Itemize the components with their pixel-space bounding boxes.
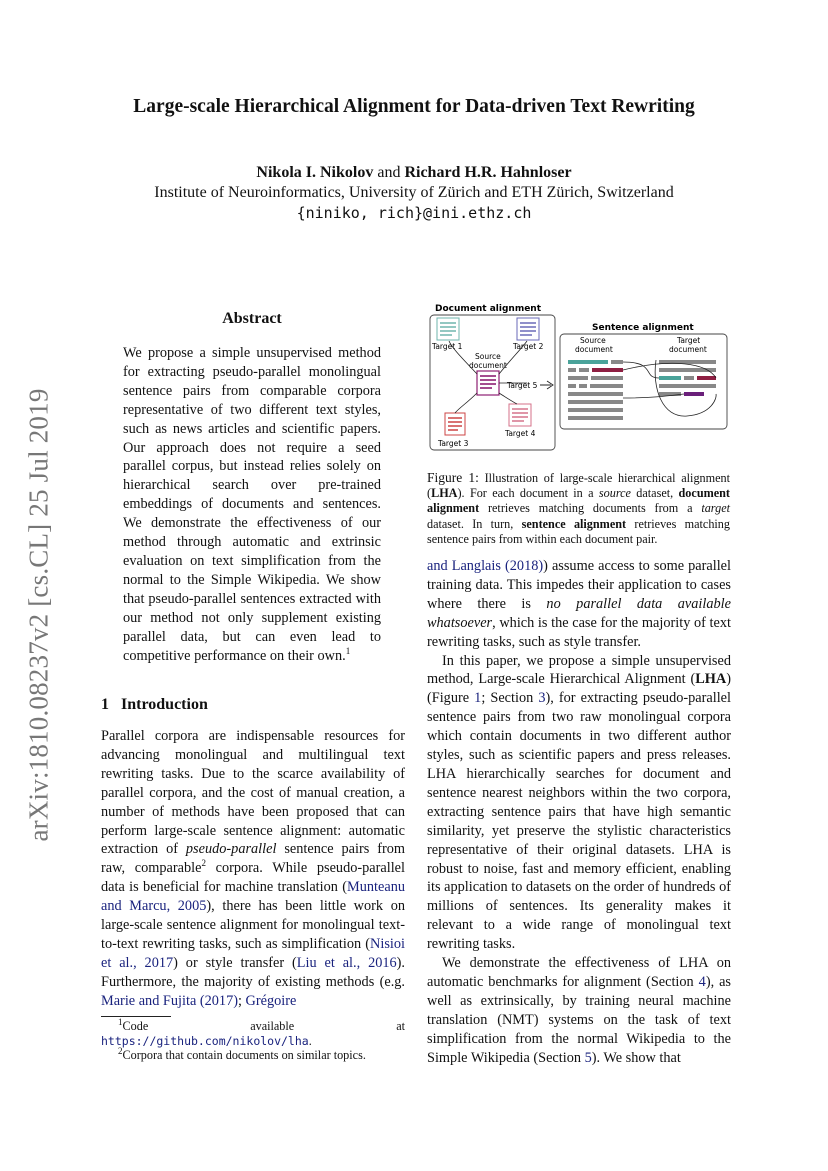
target-1-label: Target 1: [432, 342, 463, 351]
caption-bold: LHA: [431, 486, 458, 501]
intro-text: Parallel corpora are indispensable resources for advancing monolingual and multilingual text rewriting tasks. Due to the scarce availability of parallel corpora, and the cost of manual creation, a number of methods have been proposed that can perform large-scale sentence alignment: automatic extraction of: [101, 728, 405, 858]
abstract-heading: Abstract: [222, 310, 282, 327]
paper-title: Large-scale Hierarchical Alignment for Data-driven Text Rewriting: [133, 96, 695, 117]
section-heading-introduction: 1 Introduction: [101, 696, 208, 713]
caption-text: dataset,: [630, 486, 679, 501]
caption-text: retrieves matching sentence pairs from within each document pair.: [427, 516, 730, 546]
figure-1-caption: [427, 470, 730, 547]
caption-bold: document alignment: [427, 486, 730, 516]
section-ref-link[interactable]: 4: [698, 973, 706, 990]
paragraph-text: ) assume access to some parallel training data. This impedes their application to cases where there is: [427, 558, 731, 612]
footnote-marker: 1: [118, 1016, 123, 1027]
abstract-text: We propose a simple unsupervised method for extracting pseudo-parallel monolingual sentence pairs from comparable corpora representative of two different text styles, such as news articles and scientific papers. Our approach does not require a seed parallel corpus, but instead relies solely on hierarchical search over pre-trained embeddings of documents and sentences. We demonstrate the effectiveness of our method through automatic and extrinsic evaluation on text simplification from the normal to the Simple Wikipedia. We show that pseudo-parallel sentences extracted with our method not only supplement existing parallel data, but can even lead to competitive performance on their own.: [123, 345, 381, 664]
citation-link[interactable]: Marie and Fujita (2017): [101, 992, 238, 1009]
caption-text: ). For each document in a: [457, 486, 599, 501]
paragraph-text: ). We show that: [591, 1049, 681, 1066]
arrow-icon: [540, 381, 553, 389]
source-document-icon: [477, 371, 499, 395]
caption-bold: sentence alignment: [521, 516, 627, 531]
target-document-sentences: [659, 360, 716, 396]
footnote-marker: 2: [201, 858, 206, 869]
author-email: {niniko, rich}@ini.ethz.ch: [296, 204, 532, 222]
paragraph-emphasis: no parallel data available whatsoever: [427, 595, 731, 631]
paragraph: [427, 652, 731, 955]
footnote-text: .: [308, 1034, 312, 1048]
intro-text: ). Furthermore, the majority of existing methods (e.g.: [101, 954, 406, 990]
target-2-document-icon: [517, 318, 539, 340]
source-label-line2: document: [469, 361, 507, 370]
footnote-divider: [101, 1016, 171, 1017]
paragraph-text: ; Section: [481, 690, 539, 707]
target-3-label: Target 3: [438, 439, 469, 448]
arxiv-identifier: arXiv:1810.08237v2 [cs.CL] 25 Jul 2019: [23, 388, 54, 842]
footnote-2: [101, 1045, 405, 1063]
footnote-marker: 1: [345, 645, 351, 656]
caption-text: retrieves matching documents from a: [479, 501, 702, 516]
source-column-label-line2: document: [575, 345, 613, 354]
intro-text: ) or style transfer (: [173, 954, 297, 971]
citation-link[interactable]: Liu et al., 2016: [296, 954, 397, 971]
paragraph-text: ), for extracting pseudo-parallel sentence pairs from two raw monolingual corpora which contain documents in two different author styles, such as scientific papers and press releases. LHA hierarchically searches for document and sentence nearest neighbors within the two corpora, extracting sentence pairs that have high semantic similarity, yet preserve the stylistic characteristics representative of their original datasets. LHA is robust to noise, fast and memory efficient, enabling its application to datasets on the order of hundreds of millions of sentences. Its generality makes it relevant to a wide range of monolingual text rewriting tasks.: [427, 690, 731, 953]
section-ref-link[interactable]: 5: [584, 1049, 592, 1066]
paragraph-text: ), as well as extrinsically, by training neural machine translation (NMT) systems on the task of text simplification from the normal Wikipedia to the Simple Wikipedia (Section: [427, 973, 731, 1066]
figure-1-diagram: [427, 298, 730, 458]
paragraph-text: ) (Figure: [427, 671, 731, 707]
paragraph: [427, 557, 731, 652]
intro-text: sentence pairs from raw, comparable: [101, 841, 405, 877]
source-label: Source: [475, 352, 501, 361]
target-3-document-icon: [445, 413, 465, 435]
citation-link[interactable]: and Langlais (2018): [427, 558, 544, 574]
footnote-marker: 2: [118, 1045, 123, 1056]
arxiv-sidebar: [22, 380, 56, 850]
paragraph: [427, 954, 731, 1067]
author-conjunction: and: [377, 164, 401, 181]
introduction-paragraph: [101, 727, 405, 1011]
intro-text: corpora. While pseudo-parallel data is beneficial for machine translation (: [101, 860, 405, 896]
citation-link[interactable]: Nisioi et al., 2017: [101, 935, 405, 971]
sentence-alignment-title: Sentence alignment: [592, 323, 694, 333]
right-column-text: [427, 557, 731, 1067]
abstract-body: [123, 344, 381, 665]
intro-emphasis: pseudo-parallel: [185, 841, 277, 858]
author-line: [60, 164, 768, 182]
paragraph-text: We demonstrate the effectiveness of LHA on automatic benchmarks for alignment (Section: [427, 955, 731, 990]
paragraph-text: , which is the case for the majority of text rewriting tasks, such as style transfer.: [427, 614, 731, 650]
affiliation: Institute of Neuroinformatics, University of Zürich and ETH Zürich, Switzerland: [154, 184, 674, 201]
caption-text: dataset. In turn,: [427, 516, 522, 531]
target-column-label: Target: [677, 336, 701, 345]
figure-ref-link[interactable]: 1: [474, 690, 482, 707]
document-alignment-title: Document alignment: [435, 304, 542, 314]
source-column-label: Source: [580, 336, 606, 345]
paragraph-bold: LHA: [695, 671, 727, 688]
caption-text: Illustration of large-scale hierarchical alignment (: [427, 471, 730, 501]
target-4-document-icon: [509, 404, 531, 426]
target-5-label: Target 5: [507, 381, 538, 390]
source-document-sentences: [568, 360, 623, 420]
caption-italic: source: [598, 486, 631, 501]
caption-italic: target: [701, 501, 730, 516]
target-2-label: Target 2: [513, 342, 544, 351]
footnote-text: Corpora that contain documents on similar topics.: [122, 1048, 366, 1062]
caption-label: Figure 1:: [427, 470, 479, 485]
target-4-label: Target 4: [505, 429, 536, 438]
target-1-document-icon: [437, 318, 459, 340]
code-url-link[interactable]: https://github.com/nikolov/lha: [101, 1034, 309, 1048]
footnote-1: [101, 1016, 405, 1049]
footnote-text: Code available at: [122, 1019, 405, 1033]
section-ref-link[interactable]: 3: [538, 690, 546, 707]
author-2: Richard H.R. Hahnloser: [404, 164, 572, 181]
target-column-label-line2: document: [669, 345, 707, 354]
intro-text: ;: [237, 992, 246, 1009]
intro-text: ), there has been little work on large-scale sentence alignment for monolingual text-to-text rewriting tasks, such as simplification (: [101, 898, 405, 952]
paragraph-text: In this paper, we propose a simple unsupervised method, Large-scale Hierarchical Alignment (: [427, 652, 731, 688]
citation-link[interactable]: Grégoire: [245, 992, 297, 1009]
citation-link[interactable]: Munteanu and Marcu, 2005: [101, 879, 405, 915]
author-1: Nikola I. Nikolov: [256, 164, 374, 181]
